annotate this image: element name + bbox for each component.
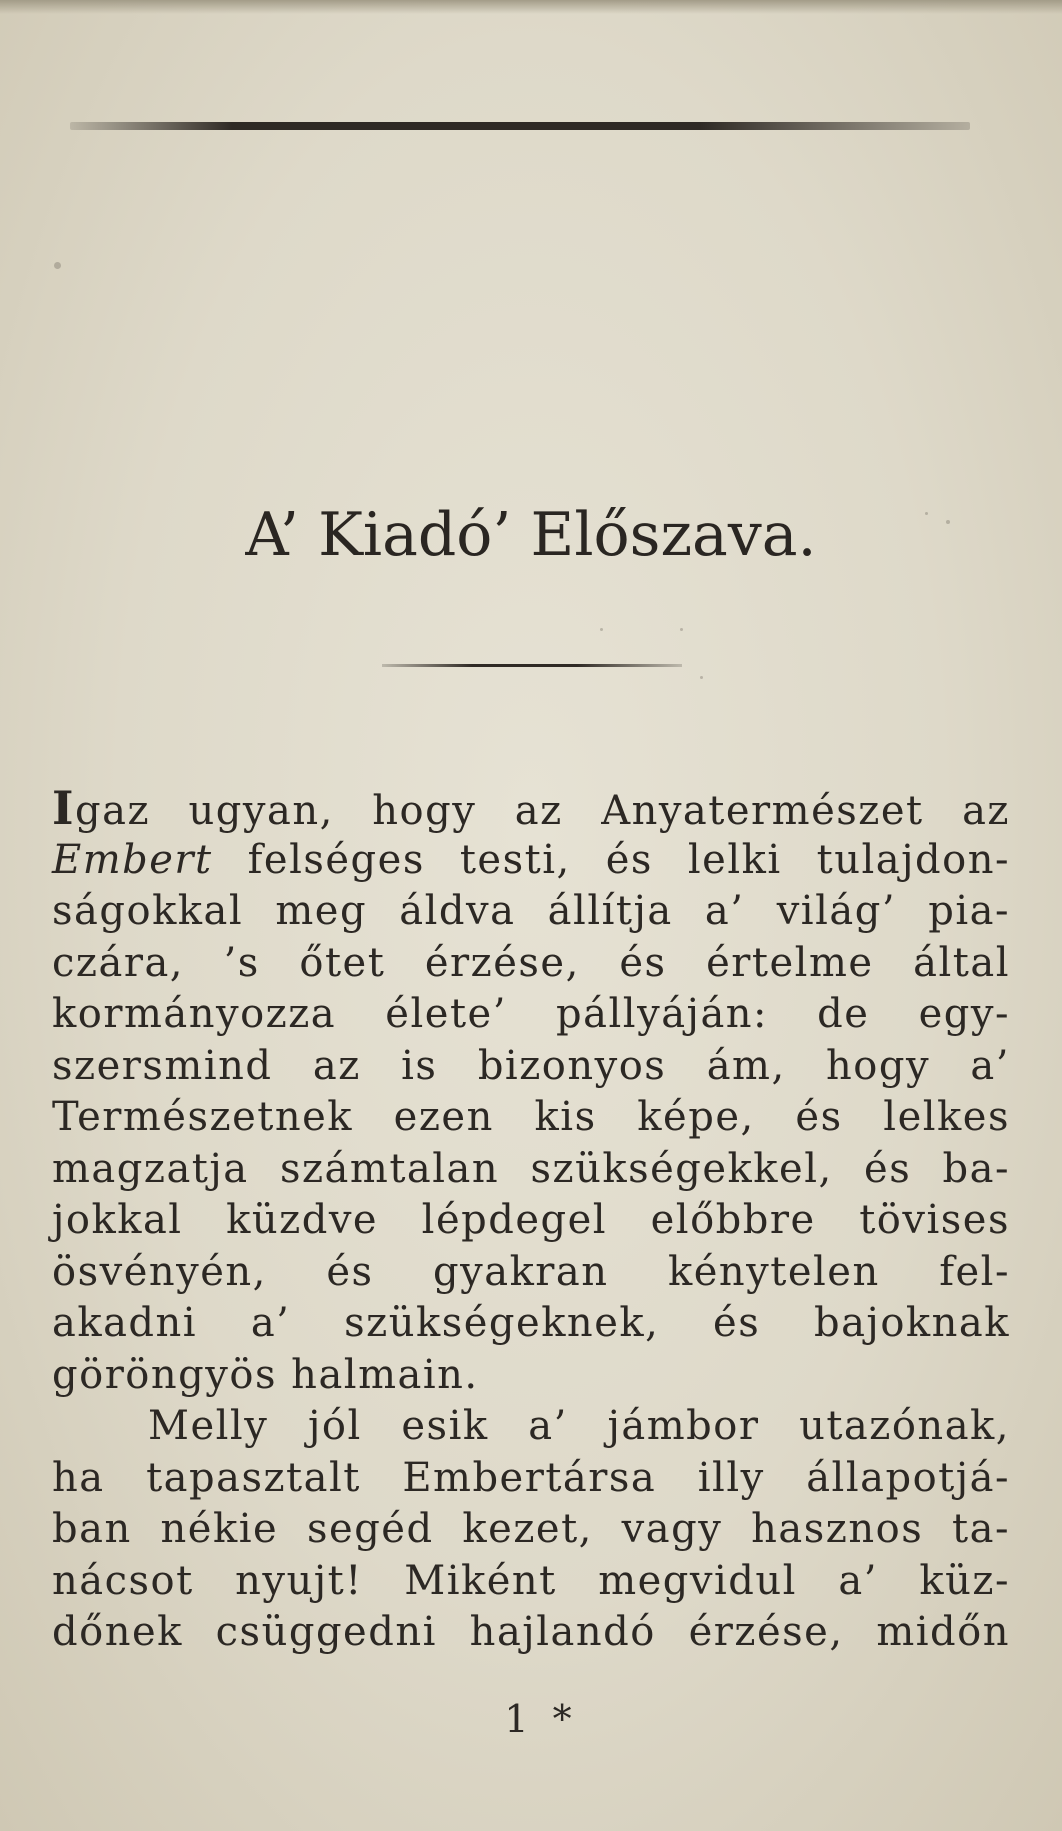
paper-speck: [54, 262, 61, 269]
text-line: nácsot nyujt! Miként megvidul a’ küz-: [52, 1557, 1010, 1604]
text-line: szersmind az is bizonyos ám, hogy a’: [52, 1042, 1010, 1089]
paper-speck: [680, 628, 683, 631]
text-line: dőnek csüggedni hajlandó érzése, midőn: [52, 1609, 1010, 1655]
page-top-edge-shadow: [0, 0, 1062, 14]
text-line: Embert felséges testi, és lelki tulajdon-: [52, 836, 1010, 883]
text-line: ösvényén, és gyakran kénytelen fel-: [52, 1248, 1010, 1295]
paper-speck: [946, 520, 950, 524]
text-line: ban nékie segéd kezet, vagy hasznos ta-: [52, 1506, 1010, 1552]
text-line: kormányozza élete’ pállyáján: de egy-: [52, 991, 1010, 1037]
text-line: akadni a’ szükségeknek, és bajoknak: [52, 1300, 1010, 1346]
heading-underline-rule: [382, 664, 682, 667]
dropcap-letter: I: [52, 781, 76, 835]
text-line: ha tapasztalt Embertársa illy állapotjá-: [52, 1454, 1010, 1501]
italic-word: Embert: [52, 836, 213, 883]
paper-speck: [925, 512, 928, 515]
text-line: Melly jól esik a’ jámbor utazónak,: [148, 1403, 1010, 1449]
text-line: Igaz ugyan, hogy az Anyatermészet az: [52, 781, 1010, 835]
text-line: czára, ’s őtet érzése, és értelme által: [52, 939, 1010, 986]
paper-speck: [700, 676, 703, 679]
page-heading: A’ Kiadó’ Előszava.: [245, 500, 817, 570]
text-line: magzatja számtalan szükségekkel, és ba-: [52, 1145, 1010, 1192]
signature-mark: 1 *: [504, 1697, 578, 1741]
text-line: Természetnek ezen kis képe, és lelkes: [52, 1094, 1010, 1140]
text-line: göröngyös halmain.: [52, 1351, 479, 1398]
body-text: [52, 783, 1010, 1659]
text-line: ságokkal meg áldva állítja a’ világ’ pia-: [52, 888, 1010, 934]
top-decorative-rule: [70, 122, 970, 130]
text-line: jokkal küzdve lépdegel előbbre tövises: [52, 1197, 1010, 1243]
paper-speck: [600, 628, 603, 631]
